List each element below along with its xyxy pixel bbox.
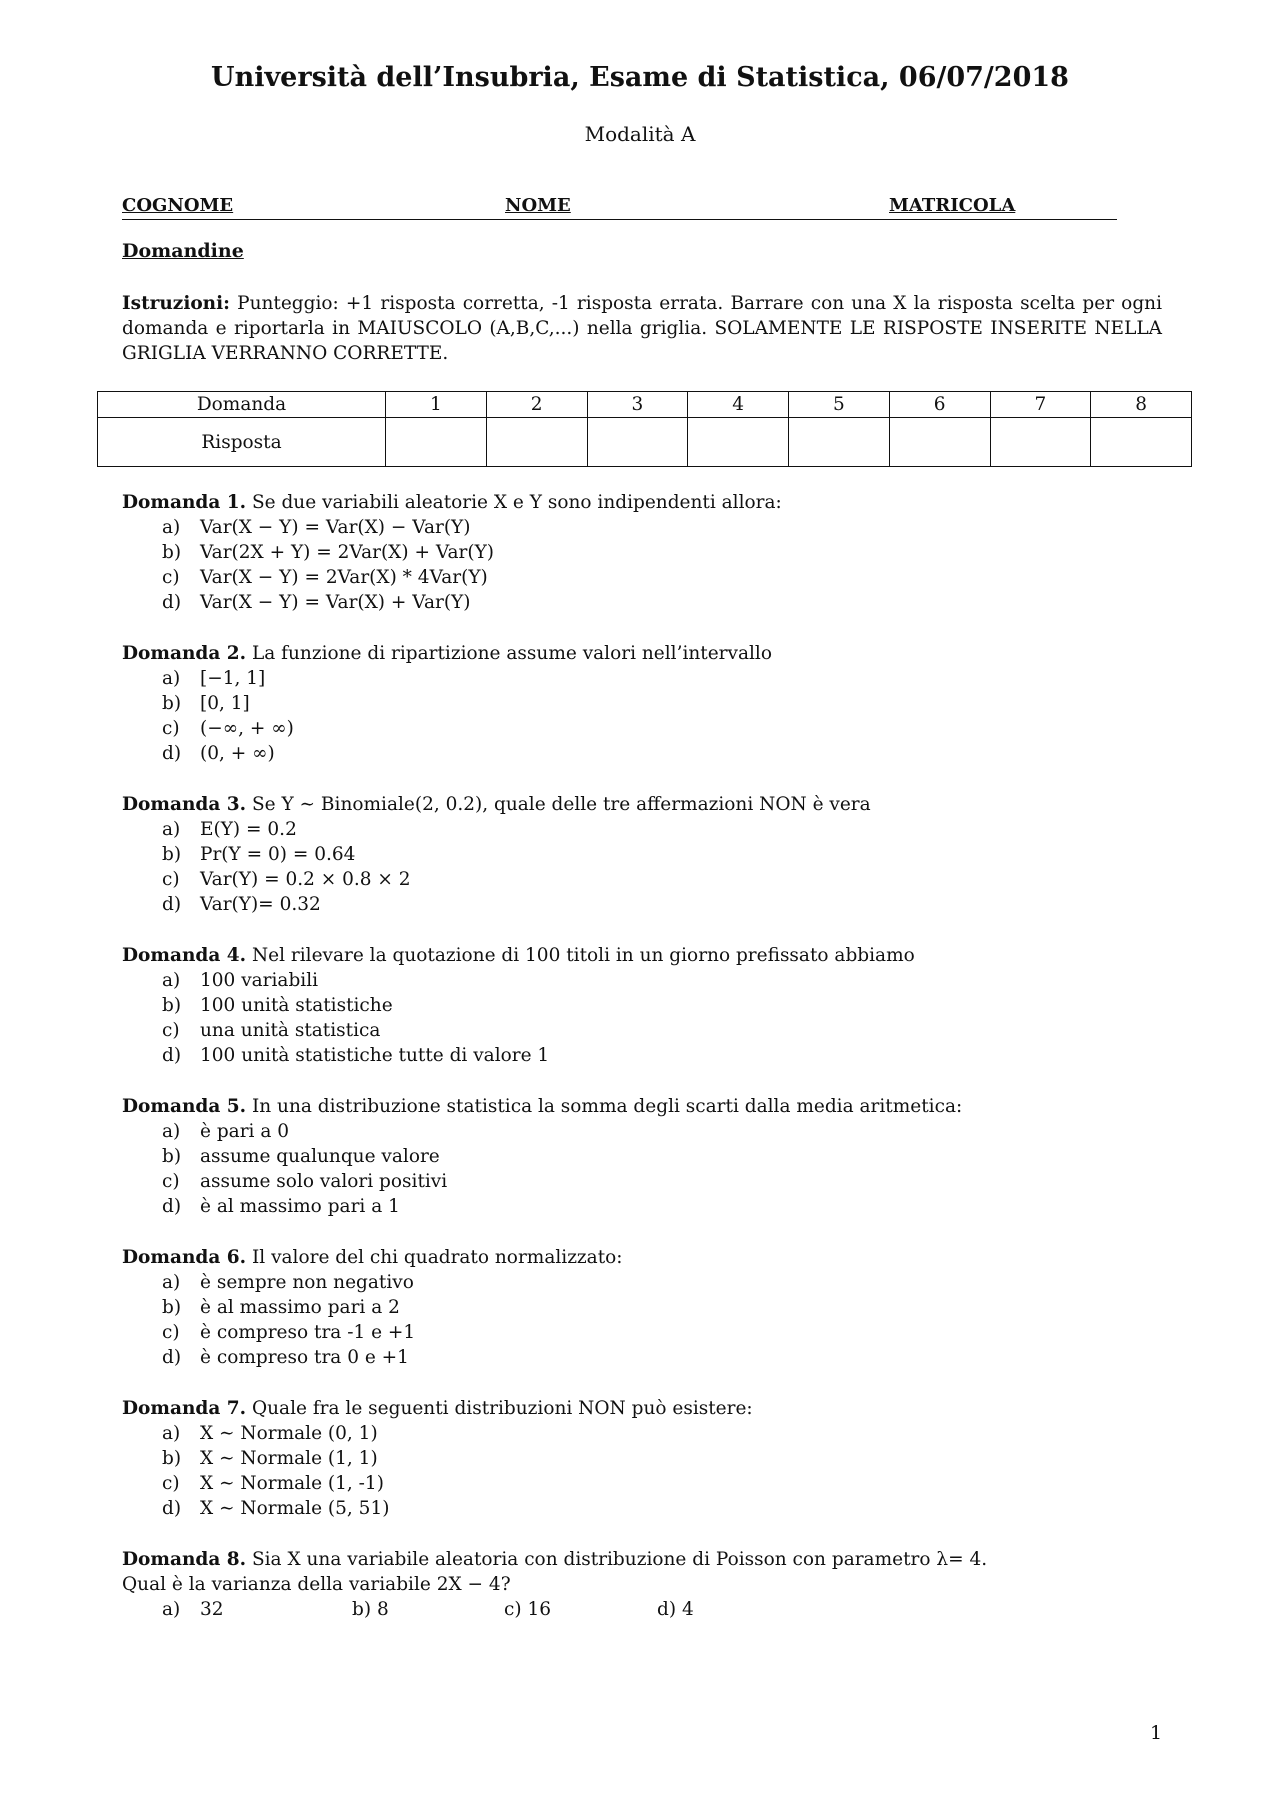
question-text-line2: Qual è la varianza della variabile 2X − 4? xyxy=(122,1574,511,1595)
option-text: assume qualunque valore xyxy=(200,1146,440,1167)
answer-cell-4[interactable] xyxy=(688,418,789,467)
question-text xyxy=(122,1094,1202,1119)
option-letter: d) xyxy=(162,1347,182,1368)
option-text: X ∼ Normale (1, -1) xyxy=(200,1473,384,1494)
option-a[interactable] xyxy=(122,1270,1202,1295)
option-letter: b) xyxy=(162,995,182,1016)
option-c[interactable] xyxy=(122,716,1202,741)
options-list xyxy=(122,1119,1202,1219)
option-text: è sempre non negativo xyxy=(200,1272,414,1293)
question-text xyxy=(122,792,1202,817)
option-letter: a) xyxy=(162,819,181,840)
options-list xyxy=(122,817,1202,917)
question-label: Domanda 1. xyxy=(122,492,247,513)
option-letter: a) xyxy=(162,668,181,689)
answer-cell-2[interactable] xyxy=(486,418,587,467)
option-text: X ∼ Normale (0, 1) xyxy=(200,1423,378,1444)
option-c[interactable]: c) 16 xyxy=(504,1599,551,1620)
option-a[interactable] xyxy=(122,968,1202,993)
question-label: Domanda 5. xyxy=(122,1096,247,1117)
question-prompt: Nel rilevare la quotazione di 100 titoli in un giorno prefissato abbiamo xyxy=(246,945,915,966)
option-b[interactable] xyxy=(122,993,1202,1018)
option-letter: b) xyxy=(162,844,182,865)
option-letter: c) xyxy=(162,1322,180,1343)
option-c[interactable] xyxy=(122,1018,1202,1043)
option-letter: a) xyxy=(162,1121,181,1142)
instructions-label: Istruzioni: xyxy=(122,293,230,314)
question-7 xyxy=(122,1396,1202,1521)
answer-cell-7[interactable] xyxy=(990,418,1091,467)
option-letter: a) xyxy=(162,1423,181,1444)
option-a-letter[interactable]: a) xyxy=(162,1599,181,1620)
question-label: Domanda 7. xyxy=(122,1398,247,1419)
option-text: è al massimo pari a 2 xyxy=(200,1297,400,1318)
option-text: 100 unità statistiche tutte di valore 1 xyxy=(200,1045,550,1066)
question-8 xyxy=(122,1547,1202,1622)
question-label: Domanda 3. xyxy=(122,794,247,815)
options-list xyxy=(122,1270,1202,1370)
option-text: [0, 1] xyxy=(200,693,250,714)
question-text xyxy=(122,1396,1202,1421)
answer-cell-8[interactable] xyxy=(1091,418,1192,467)
option-b[interactable] xyxy=(122,1295,1202,1320)
option-text: è compreso tra 0 e +1 xyxy=(200,1347,409,1368)
option-text: Var(Y) = 0.2 × 0.8 × 2 xyxy=(200,869,411,890)
question-4 xyxy=(122,943,1202,1068)
option-text: (−∞, + ∞) xyxy=(200,718,294,739)
question-label: Domanda 4. xyxy=(122,945,247,966)
grid-col-6: 6 xyxy=(889,392,990,418)
question-prompt: In una distribuzione statistica la somma degli scarti dalla media aritmetica: xyxy=(246,1096,963,1117)
question-prompt: Se due variabili aleatorie X e Y sono indipendenti allora: xyxy=(246,492,782,513)
question-prompt: Se Y ∼ Binomiale(2, 0.2), quale delle tre affermazioni NON è vera xyxy=(246,794,871,815)
question-6 xyxy=(122,1245,1202,1370)
option-c[interactable] xyxy=(122,1169,1202,1194)
question-prompt: La funzione di ripartizione assume valori nell’intervallo xyxy=(246,643,772,664)
option-a[interactable]: 32 xyxy=(200,1599,224,1620)
option-d[interactable] xyxy=(122,1043,1202,1068)
options-list xyxy=(122,666,1202,766)
question-prompt: Il valore del chi quadrato normalizzato: xyxy=(246,1247,623,1268)
option-letter: c) xyxy=(162,1020,180,1041)
option-a[interactable] xyxy=(122,515,1202,540)
grid-col-8: 8 xyxy=(1091,392,1192,418)
option-c[interactable] xyxy=(122,565,1202,590)
grid-col-4: 4 xyxy=(688,392,789,418)
option-text: E(Y) = 0.2 xyxy=(200,819,297,840)
option-text: X ∼ Normale (1, 1) xyxy=(200,1448,378,1469)
option-text: X ∼ Normale (5, 51) xyxy=(200,1498,390,1519)
option-text: assume solo valori positivi xyxy=(200,1171,448,1192)
option-d[interactable] xyxy=(122,1496,1202,1521)
option-b[interactable] xyxy=(122,1446,1202,1471)
option-text: Var(X − Y) = Var(X) − Var(Y) xyxy=(200,517,471,538)
question-text xyxy=(122,490,1202,515)
option-text: Var(2X + Y) = 2Var(X) + Var(Y) xyxy=(200,542,495,563)
option-letter: b) xyxy=(162,1297,182,1318)
grid-col-5: 5 xyxy=(789,392,890,418)
answer-grid-header-row xyxy=(98,392,1192,418)
question-prompt: Sia X una variabile aleatoria con distribuzione di Poisson con parametro λ= 4. xyxy=(246,1549,988,1570)
option-a[interactable] xyxy=(122,1119,1202,1144)
question-2 xyxy=(122,641,1202,766)
question-label: Domanda 6. xyxy=(122,1247,247,1268)
page-subtitle: Modalità A xyxy=(584,122,696,146)
option-text: una unità statistica xyxy=(200,1020,381,1041)
option-d[interactable] xyxy=(122,892,1202,917)
option-b[interactable] xyxy=(122,540,1202,565)
instructions xyxy=(122,291,1162,366)
options-list xyxy=(122,1421,1202,1521)
option-letter: b) xyxy=(162,542,182,563)
option-letter: a) xyxy=(162,970,181,991)
option-letter: b) xyxy=(162,693,182,714)
option-d[interactable]: d) 4 xyxy=(657,1599,694,1620)
page-title: Università dell’Insubria, Esame di Statistica, 06/07/2018 xyxy=(211,62,1069,93)
option-letter: c) xyxy=(162,718,180,739)
option-text: 100 unità statistiche xyxy=(200,995,393,1016)
instructions-text: Punteggio: +1 risposta corretta, -1 risposta errata. Barrare con una X la risposta scelta per ogni domanda e riportarla in MAIUSCOLO (A,B,C,...) nella griglia. SOLAMENTE LE RISPOSTE INSERITE NELLA GRIGLIA VERRANNO CORRETTE. xyxy=(122,293,1162,364)
answer-cell-3[interactable] xyxy=(587,418,688,467)
option-letter: d) xyxy=(162,743,182,764)
option-text: 100 variabili xyxy=(200,970,319,991)
grid-domanda-label: Domanda xyxy=(98,392,386,418)
option-d[interactable] xyxy=(122,741,1202,766)
option-letter: a) xyxy=(162,1272,181,1293)
option-text: Var(X − Y) = Var(X) + Var(Y) xyxy=(200,592,471,613)
option-d[interactable] xyxy=(122,590,1202,615)
grid-col-2: 2 xyxy=(486,392,587,418)
option-letter: a) xyxy=(162,517,181,538)
option-letter: c) xyxy=(162,567,180,588)
options-list xyxy=(122,515,1202,615)
option-d[interactable] xyxy=(122,1194,1202,1219)
answer-cell-6[interactable] xyxy=(889,418,990,467)
option-a[interactable] xyxy=(122,666,1202,691)
question-text xyxy=(122,1245,1202,1270)
grid-col-7: 7 xyxy=(990,392,1091,418)
option-a[interactable] xyxy=(122,1421,1202,1446)
question-3 xyxy=(122,792,1202,917)
section-title: Domandine xyxy=(122,240,244,262)
question-label: Domanda 2. xyxy=(122,643,247,664)
options-inline xyxy=(122,1597,1202,1622)
option-a[interactable] xyxy=(122,817,1202,842)
option-letter: c) xyxy=(162,1171,180,1192)
question-text xyxy=(122,1547,1202,1572)
option-b[interactable] xyxy=(122,842,1202,867)
option-b[interactable] xyxy=(122,1144,1202,1169)
grid-risposta-label: Risposta xyxy=(98,418,386,467)
option-text: Var(X − Y) = 2Var(X) * 4Var(Y) xyxy=(200,567,488,588)
student-fields-row xyxy=(122,195,1117,220)
question-prompt: Quale fra le seguenti distribuzioni NON può esistere: xyxy=(246,1398,753,1419)
answer-grid xyxy=(97,391,1192,467)
question-5 xyxy=(122,1094,1202,1219)
option-letter: c) xyxy=(162,869,180,890)
option-letter: d) xyxy=(162,1196,182,1217)
option-d[interactable] xyxy=(122,1345,1202,1370)
answer-cell-1[interactable] xyxy=(386,418,487,467)
question-1 xyxy=(122,490,1202,615)
option-letter: d) xyxy=(162,592,182,613)
question-text xyxy=(122,943,1202,968)
option-text: è pari a 0 xyxy=(200,1121,290,1142)
option-c[interactable] xyxy=(122,1320,1202,1345)
option-text: Pr(Y = 0) = 0.64 xyxy=(200,844,356,865)
option-letter: d) xyxy=(162,1045,182,1066)
page-number: 1 xyxy=(1150,1722,1163,1744)
option-b[interactable] xyxy=(122,691,1202,716)
option-text: (0, + ∞) xyxy=(200,743,275,764)
field-cognome: COGNOME xyxy=(122,195,234,216)
grid-col-1: 1 xyxy=(386,392,487,418)
option-letter: c) xyxy=(162,1473,180,1494)
question-label: Domanda 8. xyxy=(122,1549,247,1570)
grid-col-3: 3 xyxy=(587,392,688,418)
option-letter: b) xyxy=(162,1448,182,1469)
option-b[interactable]: b) 8 xyxy=(352,1599,389,1620)
option-letter: b) xyxy=(162,1146,182,1167)
option-c[interactable] xyxy=(122,1471,1202,1496)
option-text: Var(Y)= 0.32 xyxy=(200,894,321,915)
option-c[interactable] xyxy=(122,867,1202,892)
option-letter: d) xyxy=(162,1498,182,1519)
option-text: è al massimo pari a 1 xyxy=(200,1196,400,1217)
answer-grid-answer-row xyxy=(98,418,1192,467)
field-nome: NOME xyxy=(505,195,571,216)
option-letter: d) xyxy=(162,894,182,915)
options-list xyxy=(122,968,1202,1068)
field-matricola: MATRICOLA xyxy=(889,195,1016,216)
option-text: è compreso tra -1 e +1 xyxy=(200,1322,416,1343)
answer-cell-5[interactable] xyxy=(789,418,890,467)
option-text: [−1, 1] xyxy=(200,668,266,689)
question-text xyxy=(122,641,1202,666)
